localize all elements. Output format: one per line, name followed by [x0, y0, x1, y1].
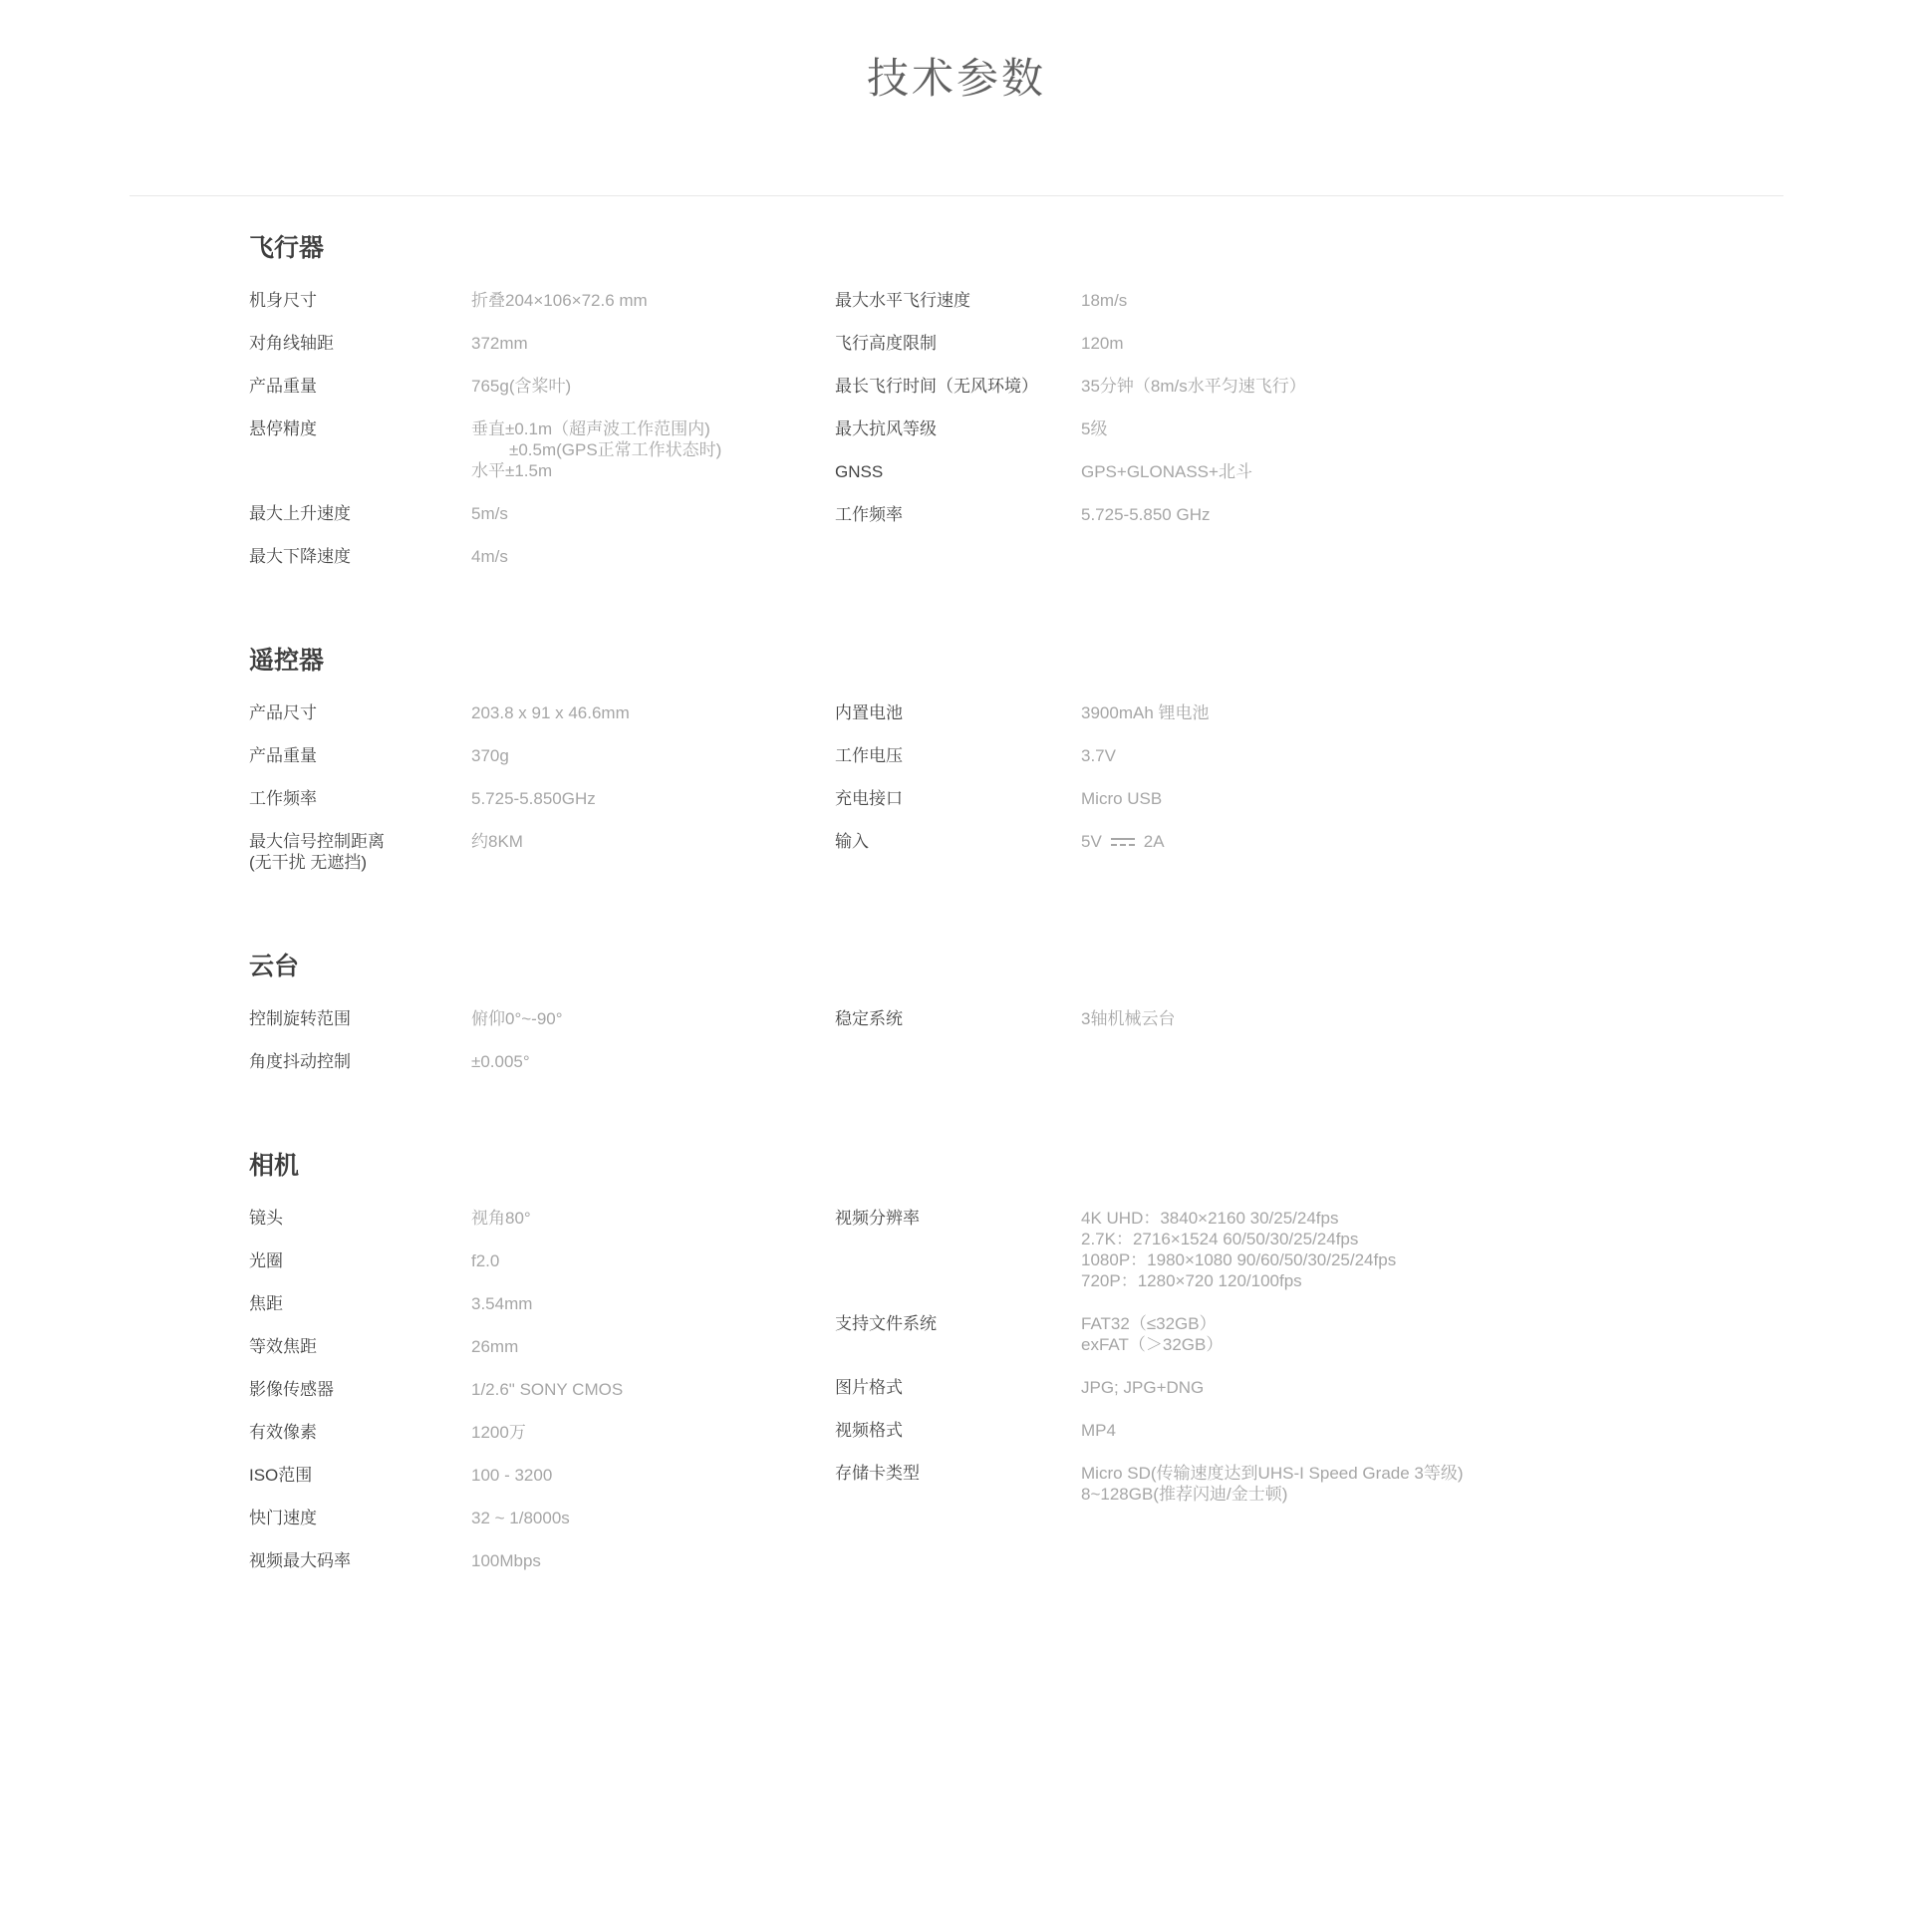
spec-label: 视频分辨率 — [835, 1209, 920, 1229]
spec-value: 32 ~ 1/8000s — [471, 1509, 570, 1528]
spec-value: 约8KM — [471, 832, 523, 852]
spec-label: 有效像素 — [249, 1423, 317, 1443]
spec-value — [471, 418, 721, 481]
spec-row — [249, 1008, 835, 1029]
spec-label: 悬停精度 — [249, 419, 317, 439]
spec-row — [249, 1051, 835, 1072]
spec-label: 角度抖动控制 — [249, 1052, 351, 1072]
spec-row — [249, 702, 835, 723]
spec-row — [835, 702, 1783, 723]
spec-row — [249, 1550, 835, 1571]
spec-value: 100Mbps — [471, 1551, 541, 1571]
spec-row — [249, 290, 835, 311]
spec-content — [0, 232, 1913, 1932]
spec-value: JPG; JPG+DNG — [1081, 1378, 1205, 1398]
title-divider — [130, 195, 1783, 196]
spec-row — [249, 831, 835, 873]
section-columns — [249, 702, 1783, 895]
spec-label: 工作频率 — [835, 505, 903, 525]
spec-value: 100 - 3200 — [471, 1466, 553, 1486]
spec-label: 充电接口 — [835, 789, 903, 809]
spec-value: 3轴机械云台 — [1081, 1009, 1176, 1029]
spec-row — [249, 1208, 835, 1229]
aircraft-right-column — [835, 290, 1783, 547]
spec-row — [249, 1250, 835, 1271]
spec-value: 765g(含桨叶) — [471, 377, 572, 397]
spec-row — [835, 1420, 1783, 1441]
spec-label: 工作电压 — [835, 746, 903, 766]
spec-value: GPS+GLONASS+北斗 — [1081, 462, 1252, 482]
spec-value — [1081, 831, 1165, 852]
spec-row — [835, 831, 1783, 852]
section-heading-gimbal: 云台 — [249, 953, 300, 981]
spec-row — [835, 333, 1783, 354]
spec-row — [835, 745, 1783, 766]
section-aircraft — [249, 232, 1783, 589]
spec-row — [249, 1508, 835, 1528]
spec-row — [249, 788, 835, 809]
spec-value: 370g — [471, 746, 509, 766]
spec-label: 支持文件系统 — [835, 1314, 937, 1334]
spec-value: 视角80° — [471, 1209, 531, 1229]
spec-row — [249, 546, 835, 567]
spec-row — [835, 1377, 1783, 1398]
spec-label: 光圈 — [249, 1251, 283, 1271]
spec-label-line: 最大信号控制距离 — [249, 832, 385, 852]
spec-label: 视频最大码率 — [249, 1551, 351, 1571]
spec-value-line: 720P：1280×720 120/100fps — [1081, 1271, 1302, 1291]
page-title: 技术参数 — [866, 55, 1046, 103]
spec-value: 3.7V — [1081, 746, 1116, 766]
section-gimbal — [249, 951, 1783, 1094]
spec-label: 等效焦距 — [249, 1337, 317, 1357]
spec-row — [249, 1465, 835, 1486]
spec-label: GNSS — [835, 462, 884, 482]
spec-value: MP4 — [1081, 1421, 1116, 1441]
spec-value: 5.725-5.850 GHz — [1081, 505, 1211, 525]
spec-label: 产品重量 — [249, 746, 317, 766]
spec-label: 机身尺寸 — [249, 291, 317, 311]
spec-value: 1/2.6" SONY CMOS — [471, 1380, 624, 1400]
spec-value-line: Micro SD(传输速度达到UHS-I Speed Grade 3等级) — [1081, 1464, 1464, 1484]
spec-label-line: (无干扰 无遮挡) — [249, 853, 368, 873]
spec-row — [835, 461, 1783, 482]
spec-value-line: exFAT（＞32GB） — [1081, 1335, 1224, 1355]
spec-row — [249, 333, 835, 354]
gimbal-left-column — [249, 1008, 835, 1094]
spec-value-line: 4K UHD：3840×2160 30/25/24fps — [1081, 1209, 1339, 1229]
spec-label: 存储卡类型 — [835, 1464, 920, 1484]
spec-value: 203.8 x 91 x 46.6mm — [471, 703, 630, 723]
spec-value: 4m/s — [471, 547, 508, 567]
aircraft-left-column — [249, 290, 835, 589]
spec-label: 最长飞行时间（无风环境） — [835, 377, 1038, 397]
spec-label: 输入 — [835, 832, 869, 852]
section-heading-aircraft: 飞行器 — [249, 234, 325, 263]
spec-row — [249, 1379, 835, 1400]
spec-value — [1081, 1208, 1396, 1291]
spec-value-line: 水平±1.5m — [471, 461, 553, 481]
spec-value: Micro USB — [1081, 789, 1163, 809]
spec-label — [249, 831, 471, 873]
section-heading-camera: 相机 — [249, 1152, 300, 1181]
spec-row — [835, 376, 1783, 397]
spec-row — [835, 290, 1783, 311]
spec-row — [835, 788, 1783, 809]
gimbal-right-column — [835, 1008, 1783, 1051]
spec-value: 5级 — [1081, 419, 1108, 439]
spec-row — [835, 504, 1783, 525]
spec-value: 120m — [1081, 334, 1124, 354]
spec-label: 最大上升速度 — [249, 504, 351, 524]
section-columns — [249, 1008, 1783, 1094]
section-heading-remote: 遥控器 — [249, 647, 325, 676]
spec-row — [249, 745, 835, 766]
spec-label: 最大抗风等级 — [835, 419, 937, 439]
spec-label: 产品尺寸 — [249, 703, 317, 723]
spec-label: 影像传感器 — [249, 1380, 334, 1400]
spec-value: 26mm — [471, 1337, 519, 1357]
spec-value: 372mm — [471, 334, 528, 354]
camera-left-column — [249, 1208, 835, 1593]
spec-value-line: ±0.5m(GPS正常工作状态时) — [509, 440, 722, 460]
remote-left-column — [249, 702, 835, 895]
spec-value: ±0.005° — [471, 1052, 530, 1072]
input-current: 2A — [1143, 832, 1165, 852]
spec-value: 俯仰0°~-90° — [471, 1009, 563, 1029]
spec-value: 18m/s — [1081, 291, 1128, 311]
spec-label: 最大水平飞行速度 — [835, 291, 970, 311]
spec-row — [249, 1336, 835, 1357]
spec-label: 稳定系统 — [835, 1009, 903, 1029]
spec-row — [835, 418, 1783, 439]
spec-label: 最大下降速度 — [249, 547, 351, 567]
spec-label: 飞行高度限制 — [835, 334, 937, 354]
spec-value-line: 垂直±0.1m（超声波工作范围内) — [471, 419, 710, 439]
spec-label: 内置电池 — [835, 703, 903, 723]
spec-label: ISO范围 — [249, 1466, 313, 1486]
spec-label: 视频格式 — [835, 1421, 903, 1441]
spec-value: 35分钟（8m/s水平匀速飞行） — [1081, 377, 1306, 397]
spec-value: 3900mAh 锂电池 — [1081, 703, 1210, 723]
spec-value: f2.0 — [471, 1251, 500, 1271]
spec-label: 工作频率 — [249, 789, 317, 809]
spec-value-line: 1080P：1980×1080 90/60/50/30/25/24fps — [1081, 1250, 1397, 1270]
spec-label: 镜头 — [249, 1209, 283, 1229]
spec-value-line: 2.7K：2716×1524 60/50/30/25/24fps — [1081, 1230, 1359, 1249]
section-columns — [249, 290, 1783, 589]
spec-value: 5.725-5.850GHz — [471, 789, 596, 809]
spec-row — [249, 1422, 835, 1443]
spec-label: 对角线轴距 — [249, 334, 334, 354]
spec-label: 图片格式 — [835, 1378, 903, 1398]
spec-value: 3.54mm — [471, 1294, 533, 1314]
spec-row — [835, 1008, 1783, 1029]
spec-page — [0, 28, 1913, 1932]
spec-value-line: FAT32（≤32GB） — [1081, 1314, 1217, 1334]
spec-value: 折叠204×106×72.6 mm — [471, 291, 648, 311]
section-camera — [249, 1150, 1783, 1593]
spec-label: 焦距 — [249, 1294, 283, 1314]
remote-right-column — [835, 702, 1783, 874]
spec-row — [249, 503, 835, 524]
spec-row — [835, 1208, 1783, 1291]
spec-value — [1081, 1463, 1464, 1505]
spec-value: 1200万 — [471, 1423, 526, 1443]
spec-row — [835, 1463, 1783, 1505]
spec-value: 5m/s — [471, 504, 508, 524]
section-columns — [249, 1208, 1783, 1593]
spec-row — [249, 1293, 835, 1314]
dc-current-icon — [1111, 836, 1135, 848]
spec-value-line: 8~128GB(推荐闪迪/金士顿) — [1081, 1485, 1288, 1505]
camera-right-column — [835, 1208, 1783, 1526]
input-voltage: 5V — [1081, 832, 1102, 852]
spec-value — [1081, 1313, 1223, 1355]
spec-label: 快门速度 — [249, 1509, 317, 1528]
spec-label: 产品重量 — [249, 377, 317, 397]
spec-row — [249, 418, 835, 481]
spec-row — [835, 1313, 1783, 1355]
section-remote-controller — [249, 645, 1783, 895]
spec-label: 控制旋转范围 — [249, 1009, 351, 1029]
spec-row — [249, 376, 835, 397]
